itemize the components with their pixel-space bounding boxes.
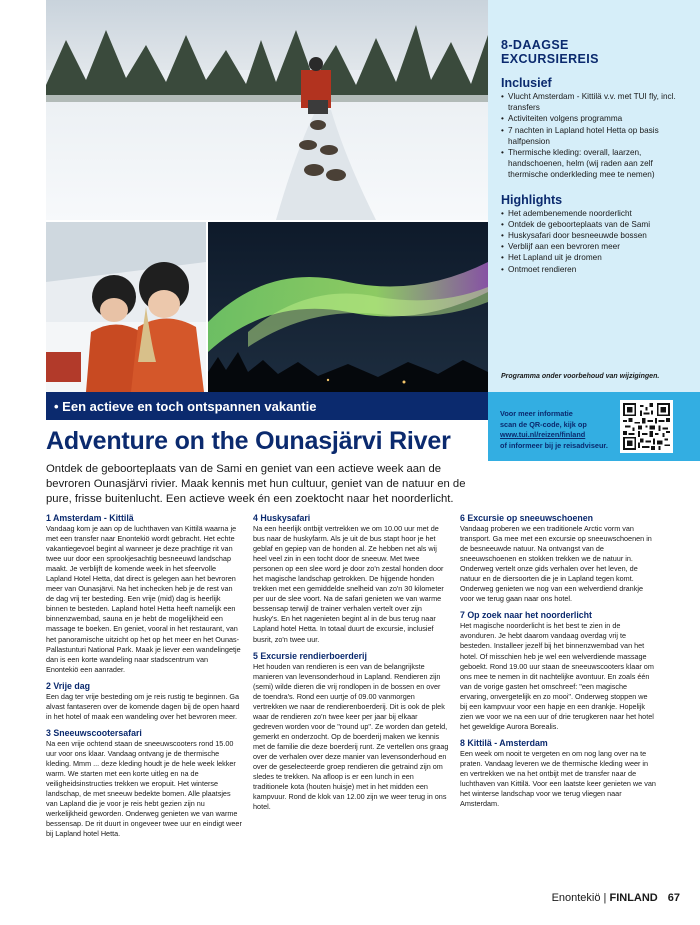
trip-info-title: 8-DAAGSE EXCURSIEREIS xyxy=(501,38,599,66)
tagline-banner: • Een actieve en toch ontspannen vakantie xyxy=(46,392,488,420)
day-2-text: Een dag ter vrije besteding om je reis rustig te beginnen. Ga alvast fantaseren over de komende dagen bij de open haard in het hotel of maak een wandeling over het bevroren meer. xyxy=(46,691,240,721)
intro-text: Ontdek de geboorteplaats van de Sami en geniet van een actieve week aan de bevroren Ounasjärvi rivier. Maak kennis met hun cultuur, geniet van de natuur en de pure, frisse buitenlucht. Een actieve week én een zoektocht naar het noorderlicht. xyxy=(46,463,466,505)
list-item: • Ontdek de geboorteplaats van de Sami xyxy=(501,219,688,230)
inclusive-heading: Inclusief xyxy=(501,76,552,90)
website-link[interactable]: www.tui.nl/reizen/finland xyxy=(500,430,586,439)
list-item: • Verblijf aan een bevroren meer xyxy=(501,241,688,252)
list-item: • Ontmoet rendieren xyxy=(501,264,688,275)
day-5-title: 5 Excursie rendierboerderij xyxy=(253,650,367,661)
day-3-title: 3 Sneeuwscootersafari xyxy=(46,727,142,738)
day-6-title: 6 Excursie op sneeuwschoenen xyxy=(460,513,593,523)
day-4-text: Na een heerlijk ontbijt vertrekken we om 10.00 uur met de bus naar de huskyfarm. Als je uit de bus stapt hoor je het geblaf en gepiep van de honden al. Ze hebben net als wij heel veel zin in een tocht door de sneeuw. Met twee personen op een slee word je door zo'n zestal honden door het magische landschap getrokken. De hijgende honden trekken met een gemiddelde snelheid van zo'n 30 kilometer per uur de slee voort. Na de safari genieten we van warme bessensap terwijl de trainer verhalen vertelt over zijn husky's. En het nagenieten begint al in de bus terug naar Lapland hotel Hetta. In totaal duurt de excursie, inclusief busrit, zo'n twee uur. xyxy=(253,524,444,644)
day-7-title: 7 Op zoek naar het noorderlicht xyxy=(460,610,592,621)
list-item: • Activiteiten volgens programma xyxy=(501,113,688,124)
qr-line: of informeer bij je reisadviseur. xyxy=(500,440,608,450)
highlights-heading: Highlights xyxy=(501,192,563,207)
list-item: • Vlucht Amsterdam - Kittilä v.v. met TUI fly, incl. transfers xyxy=(501,91,688,113)
page-footer xyxy=(552,892,680,904)
page-title: Adventure on the Ounasjärvi River xyxy=(46,427,451,455)
highlights-list xyxy=(501,208,688,275)
qr-line: Voor meer informatie xyxy=(500,409,573,418)
qr-line: scan de QR-code, kijk op xyxy=(500,419,587,429)
day-3-text: Na een vrije ochtend staan de sneeuwscooters rond 15.00 uur voor ons klaar. Vandaag ontvang je de thermische kleding. Mmm ... deze kleding houdt je de hele week lekker warm. We starten met een korte uitleg en na de veiligheidsinstructies trekken we eropuit. Het winterse landschap, de met sneeuw bedekte bomen. Alle plaatsjes van Lapland die je voor je reis hebt gezien zijn nu werkelijkheid geworden. Onderweg genieten we van warme bessensap. De rit duurt in ongeveer twee uur en eindigt weer bij Lapland hotel Hetta. xyxy=(46,738,242,839)
day-5-text: Het houden van rendieren is een van de belangrijkste manieren van levensonderhoud in Lapland. Rendieren zijn (semi) wilde dieren die vrij rondlopen in de bossen en over de toendra's. Rond een uurtje of 09.00 vanmorgen vertrekken we naar de rendierenboerderij. Dit is ook de plek waar de rendieren zo'n twee keer per jaar bij elkaar gedreven worden voor de "round up". Ze worden dan geteld, gemerkt en onderzocht. Op de boerderij maken we kennis met de familie die deze boerderij runt. Ze vertellen ons graag over de verhalen over deze manier van levensonderhoud en over de geselecteerde groep rendieren die getraind zijn om sledes te trekken. Na afloop is er een lunch in een traditionele kota (houten huisje) met in het midden een kampvuur. Rond de klok van 12.00 zijn we weer terug in ons hotel. xyxy=(253,661,449,812)
page-number: 67 xyxy=(667,892,680,904)
day-1-text: Vandaag kom je aan op de luchthaven van Kittilä waarna je met een transfer naar Enontekiö wordt gebracht. Het echte vakantiegevoel begint al wanneer je deze prachtige rit van twee uur door een sprookjesachtig besneeuwd landschap maakt. Je verblijft de komende week in het sfeervolle Lapland Hotel Hetta, dat direct is gelegen aan het bevroren meer van Ounasjärvi. Na het inchecken heb je de rest van de dag vrij ter besteding. Een vrije (mid) dag is heerlijk binnen te besteden. Lapland hotel Hetta heeft namelijk een binnenzwembad, sauna en je hebt de mogelijkheid een massage te boeken. En geniet, vooral in het restaurant, van het panoramische uitzicht op het op het meer en het Ounas-Pallastunturi National Park. Maak je liever een wandelingetje dan is een korte wandeling naar stadscentrum van Enontekiö een aanrader. xyxy=(46,524,241,674)
day-7-text: Het magische noorderlicht is het best te zien in de avonduren. Je hebt daarom vandaag overdag vrij te besteden. Installeer jezelf bij het binnenzwembad van het hotel. Of misschien heb je wel een welverdiende massage geboekt. Rond 19.00 uur staan de sneeuwscooters klaar om ons mee te nemen in dit nachtelijke avontuur. En zoals één van de vorige gasten het omschreef: "een magische ervaring, onvergetelijk en zo mooi". Onderweg stoppen we bij een kampvuur voor een hapje en een drankje. Hopelijk zien we voor we na een uur of drie terugkeren naar het hotel het geweldige Aurora Borealis. xyxy=(460,621,654,731)
inclusive-list xyxy=(501,91,688,181)
day-4-title: 4 Huskysafari xyxy=(253,513,311,523)
qr-text xyxy=(500,409,618,451)
list-item: • Het Lapland uit je dromen xyxy=(501,252,688,263)
program-note: Programma onder voorbehoud van wijzigingen. xyxy=(501,373,660,380)
trip-info-panel xyxy=(488,0,700,392)
day-6-text: Vandaag proberen we een traditionele Arctic vorm van transport. Ga mee met een excursie op sneeuwschoenen in de besneeuwde natuur. Na ontvangst van de sneeuwschoenen en stokken trekken we de natuur in. Onderweg vertelt onze gids verhalen over het leven, de natuur en de diersoorten die je in Lapland tegen komt. Onderweg genieten we nog van een welverdiend drankje voor we terug gaan naar ons hotel. xyxy=(460,524,652,604)
list-item: • Het adembenemende noorderlicht xyxy=(501,208,688,219)
list-item: • Huskysafari door besneeuwde bossen xyxy=(501,230,688,241)
friends-photo xyxy=(46,222,206,392)
qr-info-box xyxy=(488,392,700,461)
itinerary-column-1 xyxy=(46,513,242,845)
aurora-photo xyxy=(208,222,488,392)
qr-code[interactable] xyxy=(620,400,673,453)
list-item: • Thermische kleding: overall, laarzen, handschoenen, helm (wij raden aan zelf thermische onderkleding mee te nemen) xyxy=(501,147,688,181)
list-item: • 7 nachten in Lapland hotel Hetta op basis halfpension xyxy=(501,125,688,147)
itinerary-column-3 xyxy=(460,513,656,815)
footer-place: Enontekiö | xyxy=(551,892,610,904)
footer-country: FINLAND xyxy=(609,892,658,904)
day-8-text: Een week om nooit te vergeten en om nog lang over na te praten. Vandaag leveren we de thermische kleding weer in en vertrekken we na het ontbijt met de transfer naar de luchthaven van Kittilä. Voor een laatste keer genieten we van het winterse landschap voor we terug vliegen naar Amsterdam. xyxy=(460,748,656,809)
itinerary-column-2 xyxy=(253,513,449,818)
day-8-title: 8 Kittilä - Amsterdam xyxy=(460,737,548,748)
day-2-title: 2 Vrije dag xyxy=(46,680,91,691)
day-1-title: 1 Amsterdam - Kittilä xyxy=(46,513,134,523)
dogsled-photo xyxy=(46,0,488,220)
